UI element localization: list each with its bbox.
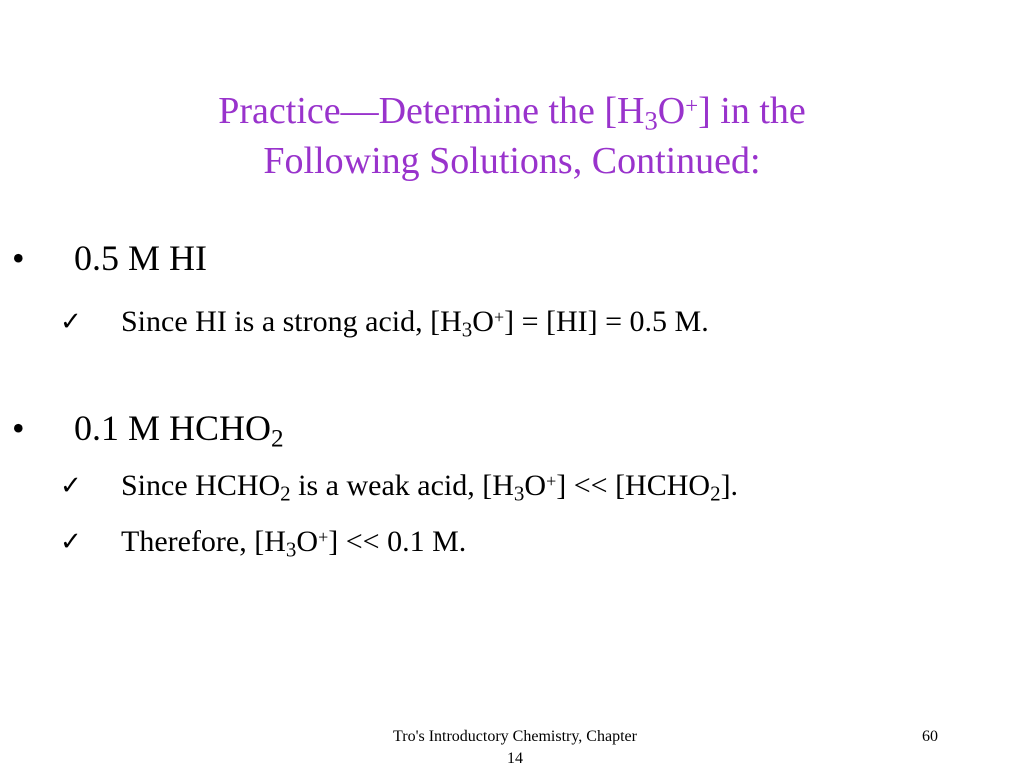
sub-item-text: Therefore, $[H_3O^+] << 0.1$ M. <box>121 525 467 562</box>
slide-title-line-1 <box>0 86 1024 136</box>
footer-line-2: 14 <box>507 750 523 767</box>
title-text: O <box>657 90 686 132</box>
title-subscript: 3 <box>644 105 658 136</box>
bullet-icon: • <box>12 238 25 278</box>
bullet-label: 0.1 M $HCHO_2$ <box>74 408 284 453</box>
page-number: 60 <box>922 728 938 745</box>
checkmark-icon: ✓ <box>60 471 82 501</box>
slide-footer <box>350 726 680 770</box>
checkmark-icon: ✓ <box>60 307 82 337</box>
checkmark-icon: ✓ <box>60 527 82 557</box>
title-text: ] in the <box>698 90 806 132</box>
title-text: Practice—Determine the [H <box>218 90 645 132</box>
bullet-icon: • <box>12 408 25 448</box>
slide-title <box>0 86 1024 186</box>
title-superscript: + <box>685 92 699 118</box>
bullet-label: 0.5 M HI <box>74 238 207 278</box>
sub-item-text: Since HI is a strong acid, $[H_3O^+] = [HI] = 0.5$ M. <box>121 305 709 342</box>
slide-title-line-2: Following Solutions, Continued: <box>263 140 761 182</box>
footer-line-1: Tro's Introductory Chemistry, Chapter <box>393 728 637 745</box>
sub-item-text: Since $HCHO_2$ is a weak acid, $[H_3O^+]$ << $[HCHO_2]$. <box>121 469 739 506</box>
